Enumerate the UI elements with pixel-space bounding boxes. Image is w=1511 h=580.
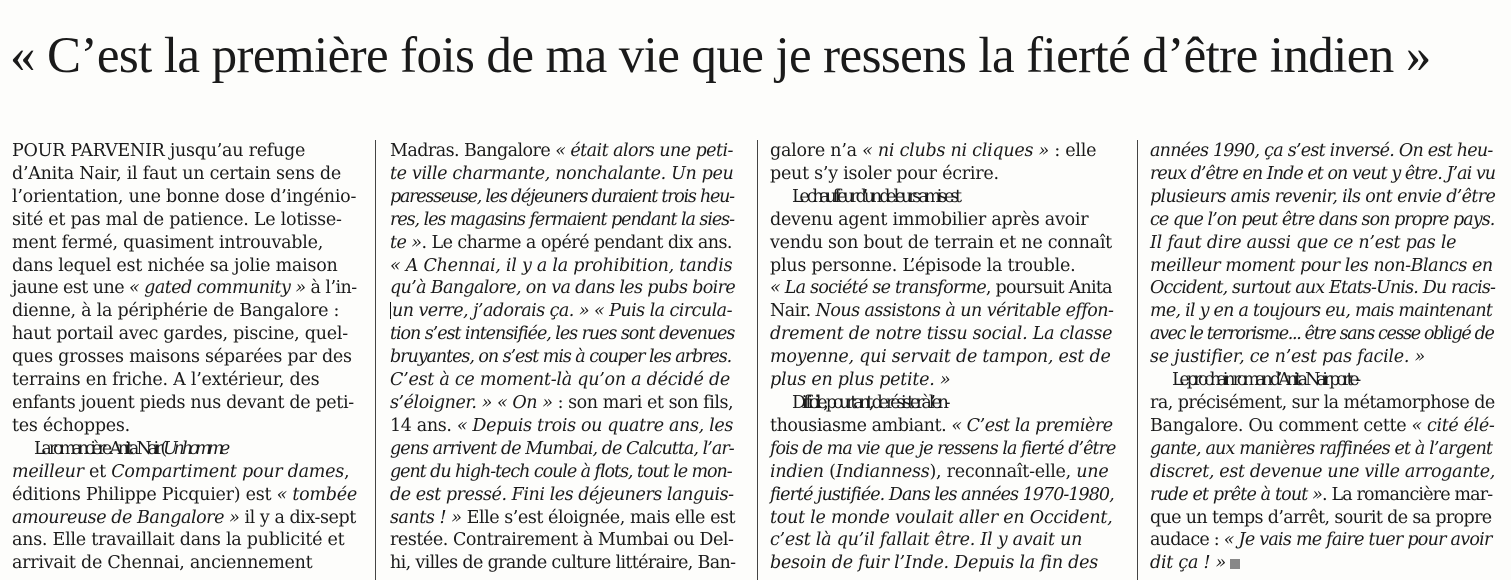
text-run: vendu son bout de terrain et ne connaît (770, 232, 1112, 253)
italic-text-run: te ville charmante, nonchalante. Un peu (390, 163, 734, 184)
text-line (770, 369, 1115, 392)
text-run: et (83, 461, 112, 482)
italic-text-run: Nous assistons à un véritable effon- (815, 301, 1114, 322)
italic-text-run: dit ça ! » (1150, 553, 1226, 574)
text-run: Madras. Bangalore (390, 141, 556, 161)
italic-text-run: amoureuse de Bangalore » (12, 507, 240, 528)
text-run: hi, villes de grande culture littéraire, Ban- (390, 553, 736, 574)
italic-text-run: « tombée (276, 484, 357, 505)
text-line (390, 484, 735, 507)
italic-text-run: gent du high-tech coule à flots, tout le mon- (390, 461, 732, 482)
text-run: La romancière Anita Nair ( (34, 438, 163, 459)
text-line (1150, 163, 1495, 186)
italic-text-run: tout le monde voulait aller en Occident, (770, 507, 1113, 528)
text-line (12, 277, 357, 300)
italic-text-run: plusieurs amis revenir, ils ont envie d’être (1150, 186, 1496, 207)
text-run: plus personne. L’épisode la trouble. (770, 255, 1076, 276)
text-line (12, 300, 357, 323)
text-line (770, 415, 1115, 438)
text-line (390, 369, 735, 392)
text-run: que un temps d’arrêt, sourit de sa propre (1150, 507, 1492, 528)
text-line (12, 529, 357, 552)
text-line (1150, 552, 1495, 575)
text-line (1150, 461, 1495, 484)
text-line (770, 163, 1115, 186)
text-run: peut s’y isoler pour écrire. (770, 163, 999, 184)
text-line (1150, 507, 1495, 530)
italic-text-run: discret, est devenue une ville arrogante, (1150, 461, 1495, 482)
text-line (770, 232, 1115, 255)
text-line (1150, 529, 1495, 552)
text-line (390, 415, 735, 438)
column-divider (375, 140, 376, 580)
end-of-article-square-icon (1230, 559, 1240, 569)
text-run: , (343, 461, 350, 482)
italic-text-run: besoin de fuir l’Inde. Depuis la fin des (770, 553, 1098, 574)
italic-text-run: meilleur (12, 461, 84, 482)
text-line (770, 323, 1115, 346)
text-line (390, 232, 735, 255)
text-run: Elle s’est éloignée, mais elle est (461, 507, 736, 528)
text-line (770, 255, 1115, 278)
text-run: 14 ans. (390, 415, 457, 436)
italic-text-run: « était alors une peti- (555, 141, 733, 161)
italic-text-run: « A Chennai, il y a la prohibition, tandis (390, 255, 733, 276)
text-run: Nair. (770, 301, 816, 322)
italic-text-run: « ni clubs ni cliques » (862, 141, 1050, 161)
text-line (12, 484, 357, 507)
italic-text-run: gens arrivent de Mumbai, de Calcutta, l’ar- (390, 438, 734, 459)
text-line (1150, 323, 1495, 346)
italic-text-run: indien (770, 461, 824, 482)
text-line (1150, 255, 1495, 278)
text-line (390, 140, 735, 163)
italic-text-run: Compartiment pour dames (111, 461, 344, 482)
text-run: ans. Elle travaillait dans la publicité et (12, 530, 345, 551)
text-line (1150, 300, 1495, 323)
text-run: ), reconnaît-elle, (929, 461, 1077, 482)
italic-text-run: meilleur moment pour les non-Blancs en (1150, 255, 1493, 276)
text-line (770, 438, 1115, 461)
italic-text-run: drement de notre tissu social. La classe (770, 324, 1113, 345)
italic-text-run: paresseuse, les déjeuners duraient trois heu- (390, 186, 734, 207)
text-line (390, 323, 735, 346)
text-line (1150, 277, 1495, 300)
text-line (390, 209, 735, 232)
text-run: il y a dix-sept (239, 507, 356, 528)
text-run: terrains en friche. A l’extérieur, des (12, 370, 320, 391)
italic-text-run: me, il y en a toujours eu, mais maintenant (1150, 301, 1493, 322)
text-line (770, 392, 1115, 415)
article-column-3 (770, 140, 1115, 575)
article-column-1 (12, 140, 357, 575)
italic-text-run: moyenne, qui servait de tampon, est de (770, 347, 1111, 368)
text-run: devenu agent immobilier après avoir (770, 209, 1089, 230)
text-run: POUR PARVENIR jusqu’au refuge (12, 141, 306, 161)
text-run: ment fermé, quasiment introuvable, (12, 232, 324, 253)
italic-text-run: Un homme (163, 438, 226, 459)
text-line (12, 209, 357, 232)
text-line (1150, 140, 1495, 163)
text-line (1150, 346, 1495, 369)
text-line (770, 300, 1115, 323)
italic-text-run: fierté justifiée. Dans les années 1970-1980, (770, 484, 1114, 505)
text-run: galore n’a (770, 141, 863, 161)
italic-text-run: C’est à ce moment-là qu’on a décidé de (390, 370, 731, 391)
text-line (12, 255, 357, 278)
text-line (1150, 484, 1495, 507)
text-run: Bangalore. Ou comment cette (1150, 415, 1412, 436)
text-line (12, 461, 357, 484)
column-divider (1137, 140, 1138, 580)
text-run: enfants jouent pieds nus devant de peti- (12, 392, 354, 413)
text-run: Difficile, pourtant, de résister à l’en- (792, 392, 947, 413)
text-line (12, 232, 357, 255)
text-run: éditions Philippe Picquier) est (12, 484, 277, 505)
text-line (1150, 369, 1495, 392)
text-run: haut portail avec gardes, piscine, quel- (12, 324, 348, 345)
text-run: d’Anita Nair, il faut un certain sens de (12, 163, 341, 184)
italic-text-run: s’éloigner. » (390, 392, 492, 413)
text-line (12, 392, 357, 415)
italic-text-run: « La société se transforme (770, 278, 986, 299)
text-line (770, 186, 1115, 209)
text-run: audace : (1150, 530, 1224, 551)
italic-text-run: « Puis la circula- (594, 301, 732, 322)
italic-text-run: Indianness (835, 461, 930, 482)
italic-text-run: de est pressé. Fini les déjeuners languis- (390, 484, 734, 505)
text-line (390, 507, 735, 530)
text-line (12, 552, 357, 575)
text-line (390, 552, 735, 575)
italic-text-run: gante, aux manières raffinées et à l’argent (1150, 438, 1493, 459)
article-headline: « C’est la première fois de ma vie que je ressens la fierté d’être indien » (10, 28, 1431, 84)
text-line (390, 255, 735, 278)
text-run: ques grosses maisons séparées par des (12, 347, 352, 368)
article-column-2 (390, 140, 735, 575)
text-run: ( (823, 461, 836, 482)
italic-text-run: rude et prête à tout » (1150, 484, 1323, 505)
text-run: Le chauffeur d’un de leurs amis est (792, 186, 958, 207)
text-run: restée. Contrairement à Mumbai ou Del- (390, 530, 734, 551)
text-line (390, 300, 735, 323)
text-line (770, 529, 1115, 552)
text-line (770, 209, 1115, 232)
text-line (770, 461, 1115, 484)
text-run: , poursuit Anita (985, 278, 1112, 299)
text-line (390, 163, 735, 186)
text-line (1150, 415, 1495, 438)
italic-text-run: avec le terrorisme... être sans cesse obligé de (1150, 324, 1494, 345)
italic-text-run: « Depuis trois ou quatre ans, les (456, 415, 733, 436)
italic-text-run: plus en plus petite. » (770, 370, 951, 391)
text-run: sité et pas mal de patience. Le lotisse- (12, 209, 342, 230)
text-line (1150, 209, 1495, 232)
text-line (390, 438, 735, 461)
text-line (12, 369, 357, 392)
italic-text-run: « On » (497, 392, 553, 413)
text-run: jaune est une (12, 278, 130, 299)
text-line (12, 507, 357, 530)
text-line (390, 529, 735, 552)
text-line (1150, 392, 1495, 415)
italic-text-run: Occident, surtout aux Etats-Unis. Du racis- (1150, 278, 1496, 299)
text-line (770, 484, 1115, 507)
text-line (1150, 232, 1495, 255)
italic-text-run: tion s’est intensifiée, les rues sont devenues (390, 324, 735, 345)
italic-text-run: se justifier, ce n’est pas facile. » (1150, 347, 1425, 368)
italic-text-run: une (1076, 461, 1109, 482)
italic-text-run: années 1990, ça s’est inversé. On est heu- (1150, 141, 1493, 161)
text-run: . Le charme a opéré pendant dix ans. (421, 232, 732, 253)
text-line (390, 461, 735, 484)
text-run: thousiasme ambiant. (770, 415, 952, 436)
italic-text-run: Il faut dire aussi que ce n’est pas le (1150, 232, 1457, 253)
text-line (770, 552, 1115, 575)
italic-text-run: c’est là qu’il fallait être. Il y avait un (770, 530, 1083, 551)
text-line (390, 392, 735, 415)
italic-text-run: « C’est la première (951, 415, 1113, 436)
article-column-4 (1150, 140, 1495, 575)
text-run: : son mari et son fils, (552, 392, 734, 413)
text-run: Le prochain roman d’Anita Nair porte- (1172, 370, 1358, 391)
italic-text-run: « Je vais me faire tuer pour avoir (1223, 530, 1492, 551)
text-run: à l’in- (305, 278, 357, 299)
text-run: arrivait de Chennai, anciennement (12, 553, 313, 574)
text-line (770, 346, 1115, 369)
italic-text-run: « gated community » (129, 278, 306, 299)
text-cursor (390, 302, 391, 319)
text-line (12, 415, 357, 438)
text-run: . La romancière mar- (1322, 484, 1493, 505)
text-line (770, 507, 1115, 530)
italic-text-run: ce que l’on peut être dans son propre pays. (1150, 209, 1495, 230)
italic-text-run: un verre, j’adorais ça. » (392, 301, 589, 322)
text-run: ra, précisément, sur la métamorphose de (1150, 392, 1495, 413)
text-run: tes échoppes. (12, 415, 130, 436)
text-run: : elle (1049, 141, 1097, 161)
text-line (1150, 186, 1495, 209)
text-line (1150, 438, 1495, 461)
text-line (12, 140, 357, 163)
italic-text-run: fois de ma vie que je ressens la fierté d’être (770, 438, 1116, 459)
text-line (390, 186, 735, 209)
italic-text-run: reux d’être en Inde et on veut y être. J’ai vu (1150, 163, 1496, 184)
text-line (12, 323, 357, 346)
text-line (770, 277, 1115, 300)
text-line (390, 346, 735, 369)
text-line (390, 277, 735, 300)
text-run: dans lequel est nichée sa jolie maison (12, 255, 338, 276)
italic-text-run: bruyantes, on s’est mis à couper les arbres. (390, 347, 732, 368)
text-line (770, 140, 1115, 163)
text-run: l’orientation, une bonne dose d’ingénio- (12, 186, 357, 207)
text-line (12, 186, 357, 209)
text-line (12, 346, 357, 369)
text-line (12, 163, 357, 186)
italic-text-run: res, les magasins fermaient pendant la sies- (390, 209, 734, 230)
text-line (12, 438, 357, 461)
italic-text-run: te » (390, 232, 422, 253)
text-run: dienne, à la périphérie de Bangalore : (12, 301, 340, 322)
italic-text-run: « cité élé- (1411, 415, 1495, 436)
column-divider (757, 140, 758, 580)
italic-text-run: qu’à Bangalore, on va dans les pubs boire (390, 278, 736, 299)
italic-text-run: sants ! » (390, 507, 462, 528)
